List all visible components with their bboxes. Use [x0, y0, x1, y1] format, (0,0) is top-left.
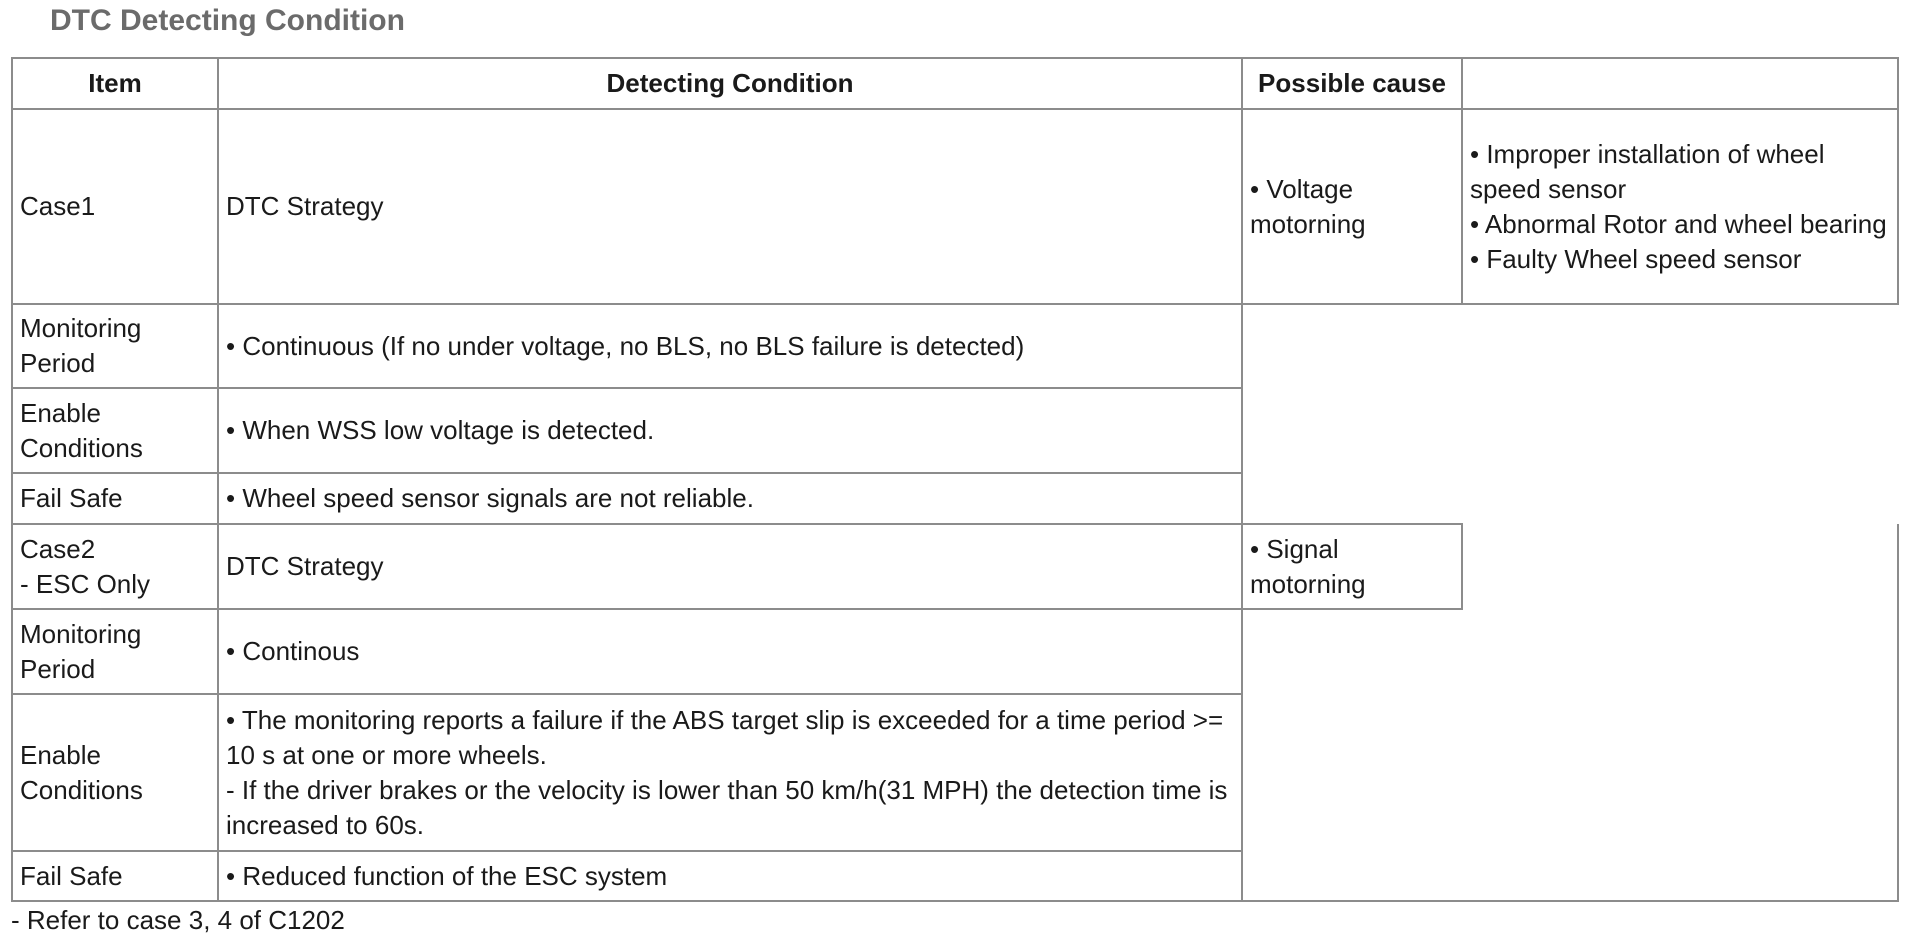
case1-item: Case1 [12, 109, 218, 304]
table-row [12, 524, 1898, 609]
case2-item: Case2 - ESC Only [12, 524, 218, 609]
case2-failsafe-item: Fail Safe [12, 851, 218, 901]
table-row [12, 304, 1898, 388]
case2-blank-cause [1242, 609, 1462, 901]
case1-enable-item: Enable Conditions [12, 388, 218, 473]
header-detecting-condition: Detecting Condition [218, 58, 1242, 109]
case1-extra-causes: • Improper installation of wheel speed sensor • Abnormal Rotor and wheel bearing • Faulty Wheel speed sensor [1462, 109, 1898, 304]
case1-strategy: DTC Strategy [218, 109, 1242, 304]
case1-blank-area [1242, 304, 1898, 524]
case1-cause: • Voltage motorning [1242, 109, 1462, 304]
case2-enable-item: Enable Conditions [12, 694, 218, 851]
header-row [12, 58, 1898, 109]
case2-enable-value: • The monitoring reports a failure if the ABS target slip is exceeded for a time period >= 10 s at one or more wheels. - If the driver brakes or the velocity is lower than 50 km/h(31 MPH) the detection time is increased to 60s. [218, 694, 1242, 851]
case1-monitoring-item: Monitoring Period [12, 304, 218, 388]
header-extra [1462, 58, 1898, 109]
dtc-table [11, 57, 1899, 902]
case2-monitoring-value: • Continous [218, 609, 1242, 694]
case2-blank-right [1462, 524, 1898, 901]
case2-monitoring-item: Monitoring Period [12, 609, 218, 694]
page-title: DTC Detecting Condition [50, 4, 405, 37]
case2-failsafe-value: • Reduced function of the ESC system [218, 851, 1242, 901]
header-item: Item [12, 58, 218, 109]
case1-failsafe-item: Fail Safe [12, 473, 218, 524]
footnote: - Refer to case 3, 4 of C1202 [11, 905, 345, 935]
case1-enable-value: • When WSS low voltage is detected. [218, 388, 1242, 473]
case2-strategy: DTC Strategy [218, 524, 1242, 609]
case1-monitoring-value: • Continuous (If no under voltage, no BLS, no BLS failure is detected) [218, 304, 1242, 388]
table-row [12, 109, 1898, 304]
header-possible-cause: Possible cause [1242, 58, 1462, 109]
case2-cause: • Signal motorning [1242, 524, 1462, 609]
case1-failsafe-value: • Wheel speed sensor signals are not reliable. [218, 473, 1242, 524]
